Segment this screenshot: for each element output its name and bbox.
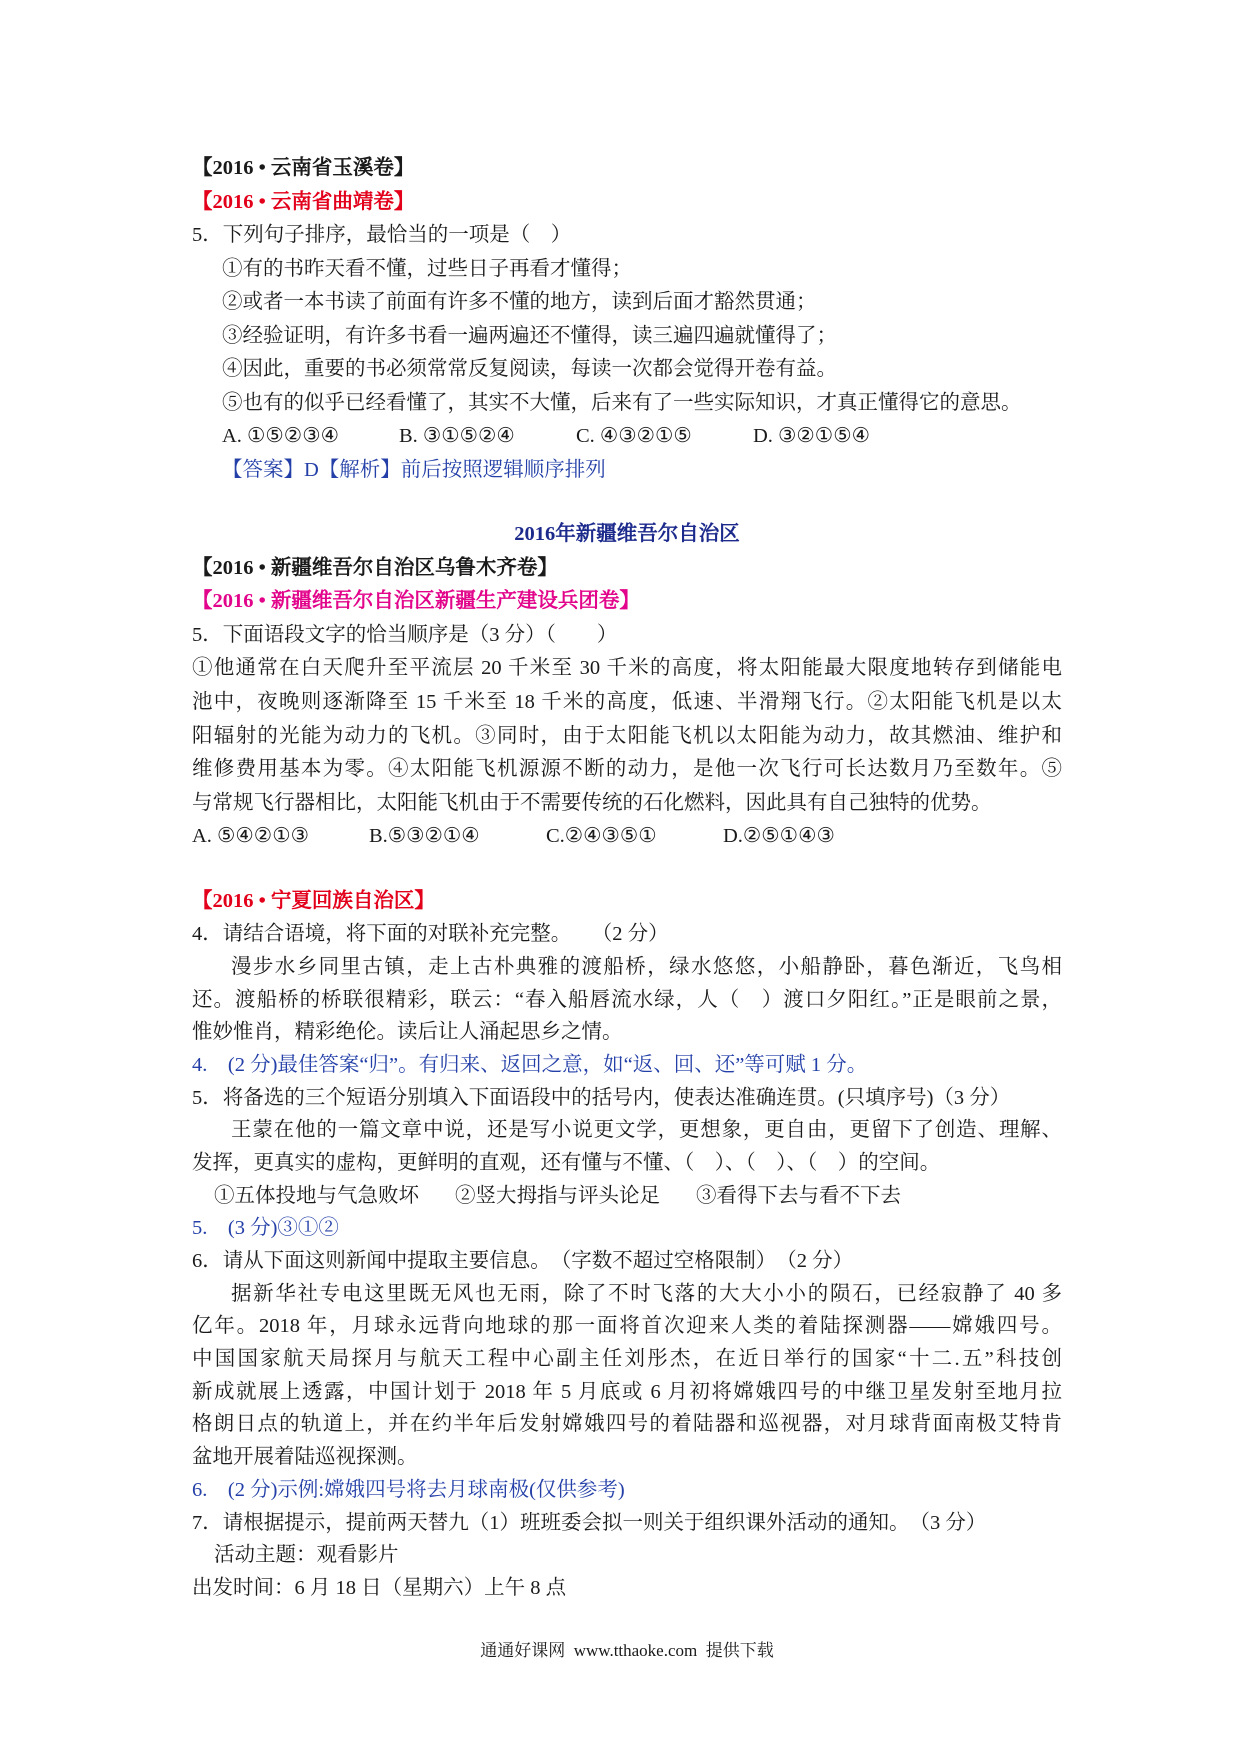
sentence-5: ⑤也有的似乎已经看懂了，其实不大懂，后来有了一些实际知识，才真正懂得它的意思。 <box>222 391 1022 414</box>
passage-line: 还。渡船桥的桥联很精彩，联云：“春入船唇流水绿，人（ ）渡口夕阳红。”正是眼前之景， <box>192 988 1062 1011</box>
answer-analysis: 【答案】D【解析】前后按照逻辑顺序排列 <box>222 458 606 481</box>
passage-line: 维修费用基本为零。④太阳能飞机源源不断的动力，是他一次飞行可长达数月乃至数年。⑤ <box>192 758 1062 781</box>
document-body <box>192 152 1062 1605</box>
option-c: C.②④③⑤① <box>546 825 657 848</box>
heading-urumqi-paper: 【2016 • 新疆维吾尔自治区乌鲁木齐卷】 <box>192 556 558 579</box>
section-xinjiang <box>192 518 1062 854</box>
question-5-stem: 5．下面语段文字的恰当顺序是（3 分）（ ） <box>192 623 618 646</box>
choice-2: ②竖大拇指与评头论足 <box>455 1184 660 1207</box>
option-d: D. ③②①⑤④ <box>753 425 870 447</box>
sentence-3: ③经验证明，有许多书看一遍两遍还不懂得，读三遍四遍就懂得了； <box>222 324 837 347</box>
option-row <box>192 420 1062 454</box>
choice-1: ①五体投地与气急败坏 <box>214 1184 419 1207</box>
passage-line: 王蒙在他的一篇文章中说，还是写小说更文学，更想象，更自由，更留下了创造、理解、 <box>231 1119 1062 1142</box>
passage-line: 惟妙惟肖，精彩绝伦。读后让人涌起思乡之情。 <box>192 1021 623 1044</box>
passage-line: 与常规飞行器相比，太阳能飞机由于不需要传统的石化燃料，因此具有自己独特的优势。 <box>192 791 992 814</box>
passage-line: ①他通常在白天爬升至平流层 20 千米至 30 千米的高度，将太阳能最大限度地转存到储能电 <box>192 657 1062 680</box>
option-c: C. ④③②①⑤ <box>576 425 692 447</box>
heading-ningxia-paper: 【2016 • 宁夏回族自治区】 <box>192 890 435 913</box>
choice-3: ③看得下去与看不下去 <box>696 1184 901 1207</box>
option-a: A. ①⑤②③④ <box>222 425 339 447</box>
option-row <box>192 820 1062 854</box>
question-7-stem: 7．请根据提示，提前两天替九（1）班班委会拟一则关于组织课外活动的通知。 （3 分） <box>192 1511 987 1534</box>
option-b: B. ③①⑤②④ <box>399 425 515 447</box>
passage-line: 据新华社专电这里既无风也无雨，除了不时飞落的大大小小的陨石，已经寂静了 40 多 <box>231 1282 1062 1305</box>
heading-yuxi-paper: 【2016 • 云南省玉溪卷】 <box>192 157 415 179</box>
passage-line: 盆地开展着陆巡视探测。 <box>192 1446 418 1469</box>
question-5-stem: 5．下列句子排序，最恰当的一项是（ ） <box>192 224 572 246</box>
passage-line: 新成就展上透露，中国计划于 2018 年 5 月底或 6 月初将嫦娥四号的中继卫星发射至地月拉 <box>192 1380 1062 1403</box>
region-title: 2016年新疆维吾尔自治区 <box>514 523 740 545</box>
passage-line: 发挥，更真实的虚构，更鲜明的直观，还有懂与不懂、（ ）、（ ）、（ ）的空间。 <box>192 1151 941 1174</box>
passage-line: 池中，夜晚则逐渐降至 15 千米至 18 千米的高度，低速、半滑翔飞行。②太阳能飞机是以太 <box>192 690 1062 713</box>
option-b: B.⑤③②①④ <box>369 825 480 848</box>
passage-line: 格朗日点的轨道上，并在约半年后发射嫦娥四号的着陆器和巡视器，对月球背面南极艾特肯 <box>192 1413 1062 1436</box>
section-ningxia <box>192 885 1062 1604</box>
question-6-stem: 6．请从下面这则新闻中提取主要信息。 （字数不超过空格限制） （2 分） <box>192 1250 854 1272</box>
answer-6: 6. (2 分)示例:嫦娥四号将去月球南极(仅供参考) <box>192 1478 625 1501</box>
departure-time: 出发时间：6 月 18 日（星期六）上午 8 点 <box>192 1576 567 1599</box>
answer-5: 5. (3 分)③①② <box>192 1217 339 1240</box>
question-4-stem: 4．请结合语境，将下面的对联补充完整。 （2 分） <box>192 923 669 946</box>
passage-line: 漫步水乡同里古镇，走上古朴典雅的渡船桥，绿水悠悠，小船静卧，暮色渐近，飞鸟相 <box>231 955 1062 978</box>
activity-theme: 活动主题：观看影片 <box>214 1544 399 1567</box>
sentence-2: ②或者一本书读了前面有许多不懂的地方，读到后面才豁然贯通； <box>222 291 817 313</box>
page-footer: 通通好课网 www.tthaoke.com 提供下载 <box>480 1641 774 1660</box>
question-5-stem: 5．将备选的三个短语分别填入下面语段中的括号内，使表达准确连贯。(只填序号)（3 分） <box>192 1086 1011 1109</box>
heading-bingtuan-paper: 【2016 • 新疆维吾尔自治区新疆生产建设兵团卷】 <box>192 590 640 613</box>
passage-line: 阳辐射的光能为动力的飞机。③同时，由于太阳能飞机以太阳能为动力，故其燃油、维护和 <box>192 724 1062 747</box>
passage-line: 亿年。2018 年，月球永远背向地球的那一面将首次迎来人类的着陆探测器——嫦娥四号。 <box>192 1315 1062 1338</box>
sentence-1: ①有的书昨天看不懂，过些日子再看才懂得； <box>222 257 632 280</box>
option-a: A. ⑤④②①③ <box>192 825 309 848</box>
passage-line: 中国国家航天局探月与航天工程中心副主任刘彤杰，在近日举行的国家“十二.五”科技创 <box>192 1348 1062 1371</box>
sentence-4: ④因此，重要的书必须常常反复阅读，每读一次都会觉得开卷有益。 <box>222 358 837 380</box>
answer-4: 4. (2 分)最佳答案“归”。有归来、返回之意，如“返、回、还”等可赋 1 分。 <box>192 1053 868 1076</box>
choice-row <box>192 1180 1062 1213</box>
heading-qujing-paper: 【2016 • 云南省曲靖卷】 <box>192 190 415 213</box>
option-d: D.②⑤①④③ <box>723 825 835 848</box>
section-yunnan <box>192 152 1062 487</box>
